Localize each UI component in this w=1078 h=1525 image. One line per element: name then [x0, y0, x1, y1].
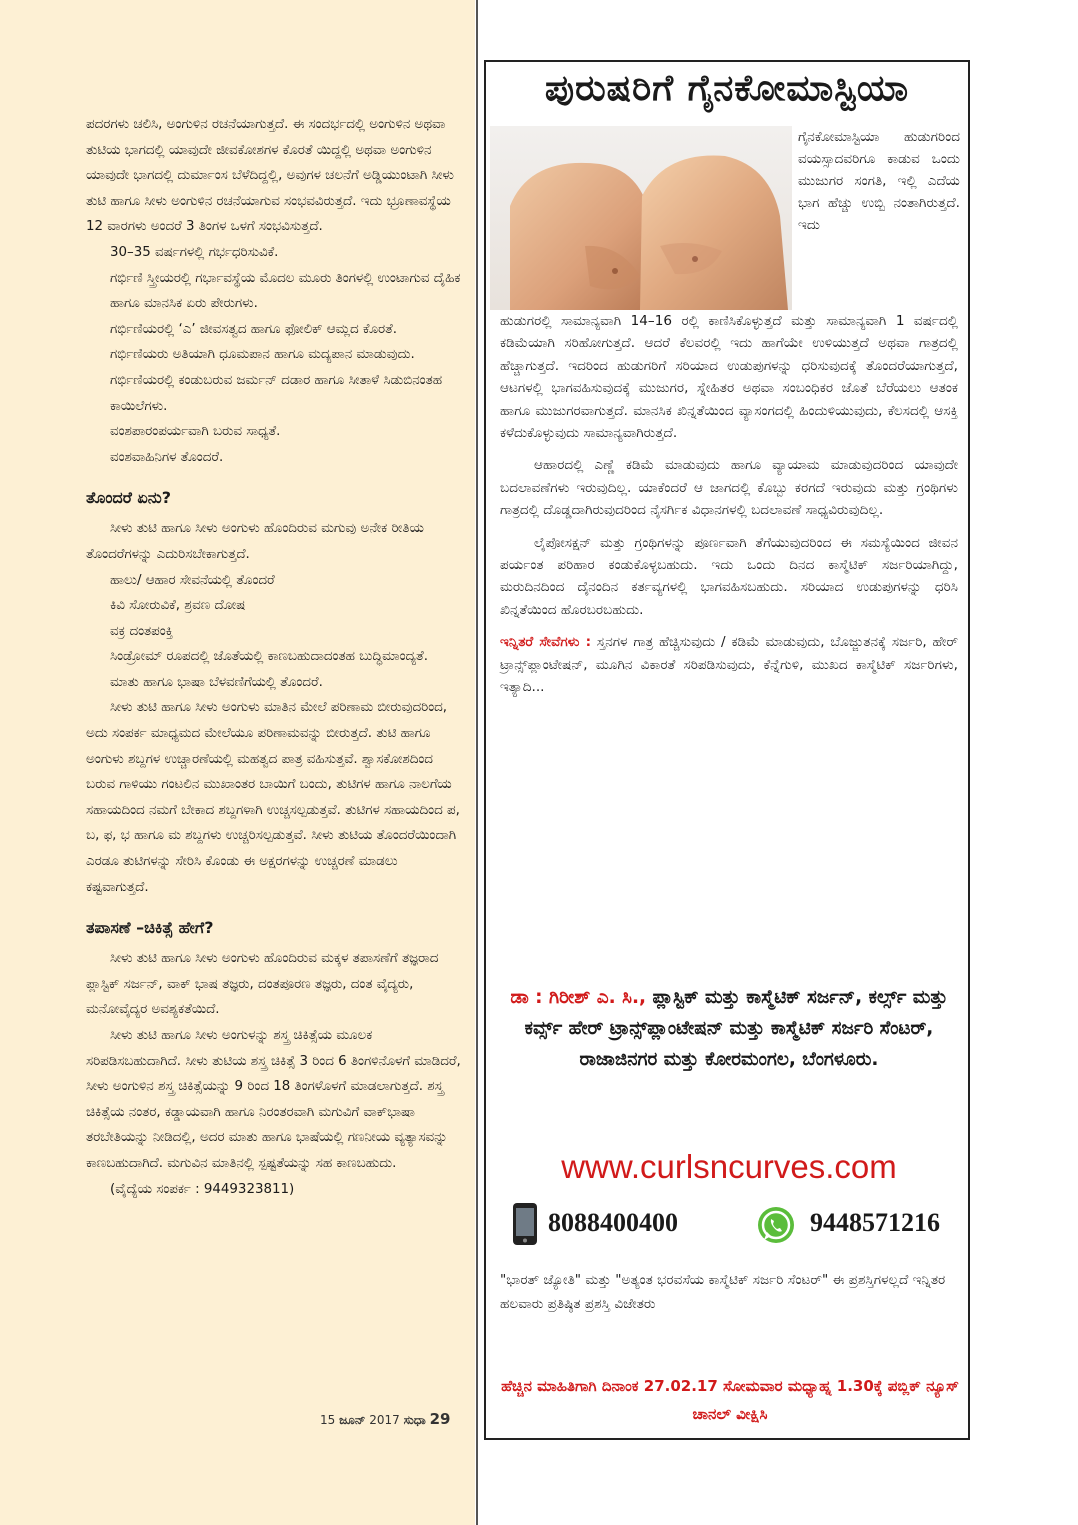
column-divider	[476, 0, 478, 1525]
article-column	[0, 0, 475, 1525]
ad-paragraph: ಆಹಾರದಲ್ಲಿ ಎಣ್ಣೆ ಕಡಿಮೆ ಮಾಡುವುದು ಹಾಗೂ ವ್ಯಾಯಾಮ ಮಾಡುವುದರಿಂದ ಯಾವುದೇ ಬದಲಾವಣೆಗಳು ಇರುವುದಿಲ್ಲ. ಯಾಕೆಂದರೆ ಆ ಜಾಗದಲ್ಲಿ ಕೊಬ್ಬು ಕರಗದೆ ಇರುವುದು ಮತ್ತು ಗ್ರಂಥಿಗಳು ಗಾತ್ರದಲ್ಲಿ ದೊಡ್ಡದಾಗಿರುವುದರಿಂದ ನೈಸರ್ಗಿಕ ವಿಧಾನಗಳಲ್ಲಿ ಬದಲಾವಣೆ ಸಾಧ್ಯವಿರುವುದಿಲ್ಲ.	[500, 457, 958, 519]
ad-title: ಪುರುಷರಿಗೆ ಗೈನಕೋಮಾಸ್ಟಿಯಾ	[544, 68, 910, 109]
cause-item: 30–35 ವರ್ಷಗಳಲ್ಲಿ ಗರ್ಭಧರಿಸುವಿಕೆ.	[110, 244, 279, 260]
article-paragraph: ಸೀಳು ತುಟಿ ಹಾಗೂ ಸೀಳು ಅಂಗುಳು ಮಾತಿನ ಮೇಲೆ ಪರಿಣಾಮ ಬೀರುವುದರಿಂದ, ಅದು ಸಂಪರ್ಕ ಮಾಧ್ಯಮದ ಮೇಲೆಯೂ ಪರಿಣಾಮವನ್ನು ಬೀರುತ್ತದೆ. ತುಟಿ ಹಾಗೂ ಅಂಗುಳು ಶಬ್ದಗಳ ಉಚ್ಚಾರಣೆಯಲ್ಲಿ ಮಹತ್ವದ ಪಾತ್ರ ವಹಿಸುತ್ತವೆ. ಶ್ವಾಸಕೋಶದಿಂದ ಬರುವ ಗಾಳಿಯು ಗಂಟಲಿನ ಮುಖಾಂತರ ಬಾಯಿಗೆ ಬಂದು, ತುಟಿಗಳ ಹಾಗೂ ನಾಲಗೆಯ ಸಹಾಯದಿಂದ ನಮಗೆ ಬೇಕಾದ ಶಬ್ದಗಳಾಗಿ ಉಚ್ಚಸಲ್ಪಡುತ್ತವೆ. ತುಟಿಗಳ ಸಹಾಯದಿಂದ ಪ, ಬ, ಫ, ಭ ಹಾಗೂ ಮ ಶಬ್ದಗಳು ಉಚ್ಚರಿಸಲ್ಪಡುತ್ತವೆ. ಸೀಳು ತುಟಿಯ ತೊಂದರೆಯಿಂದಾಗಿ ಎರಡೂ ತುಟಿಗಳನ್ನು ಸೇರಿಸಿ ಕೊಂಡು ಈ ಅಕ್ಷರಗಳನ್ನು ಉಚ್ಚರಣೆ ಮಾಡಲು ಕಷ್ಟವಾಗುತ್ತದೆ.	[86, 700, 460, 895]
problem-item: ಮಾತು ಹಾಗೂ ಭಾಷಾ ಬೆಳವಣಿಗೆಯಲ್ಲಿ ತೊಂದರೆ.	[110, 674, 323, 690]
cause-item: ವಂಶಪಾರಂಪರ್ಯವಾಗಿ ಬರುವ ಸಾಧ್ಯತೆ.	[110, 424, 281, 440]
cause-item: ಗರ್ಭಿಣಿಯರಲ್ಲಿ ಕಂಡುಬರುವ ಜರ್ಮನ್ ದಡಾರ ಹಾಗೂ ಸೀತಾಳೆ ಸಿಡುಬಿನಂತಹ ಕಾಯಿಲೆಗಳು.	[110, 372, 442, 414]
article-paragraph: ಸೀಳು ತುಟಿ ಹಾಗೂ ಸೀಳು ಅಂಗುಳನ್ನು ಶಸ್ತ್ರ ಚಿಕಿತ್ಸೆಯ ಮೂಲಕ ಸರಿಪಡಿಸಬಹುದಾಗಿದೆ. ಸೀಳು ತುಟಿಯ ಶಸ್ತ್ರ ಚಿಕಿತ್ಸೆ 3 ರಿಂದ 6 ತಿಂಗಳಿನೊಳಗೆ ಮಾಡಿದರೆ, ಸೀಳು ಅಂಗುಳಿನ ಶಸ್ತ್ರ ಚಿಕಿತ್ಸೆಯನ್ನು 9 ರಿಂದ 18 ತಿಂಗಳೊಳಗೆ ಮಾಡಲಾಗುತ್ತದೆ. ಶಸ್ತ್ರ ಚಿಕಿತ್ಸೆಯ ನಂತರ, ಕಡ್ಡಾಯವಾಗಿ ಹಾಗೂ ನಿರಂತರವಾಗಿ ಮಗುವಿಗೆ ವಾಕ್‌ಭಾಷಾ ತರಬೇತಿಯನ್ನು ನೀಡಿದಲ್ಲಿ, ಅದರ ಮಾತು ಹಾಗೂ ಭಾಷೆಯಲ್ಲಿ ಗಣನೀಯ ವ್ಯತ್ಯಾಸವನ್ನು ಕಾಣಬಹುದಾಗಿದೆ. ಮಗುವಿನ ಮಾತಿನಲ್ಲಿ ಸ್ಪಷ್ಟತೆಯನ್ನು ಸಹ ಕಾಣಬಹುದು.	[86, 1028, 461, 1171]
ad-body	[500, 310, 958, 709]
advertisement-box	[484, 60, 970, 1440]
ad-intro-text: ಗೈನಕೋಮಾಸ್ಟಿಯಾ ಹುಡುಗರಿಂದ ವಯಸ್ಸಾದವರಿಗೂ ಕಾಡುವ ಒಂದು ಮುಜುಗರ ಸಂಗತಿ, ಇಲ್ಲಿ ಎದೆಯ ಭಾಗ ಹೆಚ್ಚು ಉಬ್ಬಿ ನಂತಾಗಿರುತ್ತದೆ. ಇದು	[798, 129, 960, 233]
doctor-contact: (ವೈದ್ಯೆಯ ಸಂಪರ್ಕ : 9449323811)	[110, 1181, 295, 1197]
services-text: ಸ್ತನಗಳ ಗಾತ್ರ ಹೆಚ್ಚಿಸುವುದು / ಕಡಿಮೆ ಮಾಡುವುದು, ಬೊಜ್ಜುತನಕ್ಕೆ ಸರ್ಜರಿ, ಹೇರ್ ಟ್ರಾನ್ಸ್‌ಪ್ಲಾಂಟೇಷನ್, ಮೂಗಿನ ವಿಕಾರತೆ ಸರಿಪಡಿಸುವುದು, ಕೆನ್ನೆಗುಳಿ, ಮುಖದ ಕಾಸ್ಮೆಟಿಕ್ ಸರ್ಜರಿಗಳು, ಇತ್ಯಾದಿ...	[500, 634, 958, 696]
section-heading: ತಪಾಸಣೆ –ಚಿಕಿತ್ಸೆ ಹೇಗೆ?	[86, 918, 214, 938]
article-paragraph: ಸೀಳು ತುಟಿ ಹಾಗೂ ಸೀಳು ಅಂಗುಳು ಹೊಂದಿರುವ ಮಕ್ಕಳ ತಪಾಸಣೆಗೆ ತಜ್ಞರಾದ ಪ್ಲಾಸ್ಟಿಕ್ ಸರ್ಜನ್, ವಾಕ್ ಭಾಷ ತಜ್ಞರು, ದಂತಪೂರಣ ತಜ್ಞರು, ದಂತ ವೈದ್ಯರು, ಮನೋವೈದ್ಯರ ಅವಶ್ಯಕತೆಯಿದೆ.	[86, 951, 439, 1018]
ad-paragraph: ಲೈಪೋಸಕ್ಷನ್ ಮತ್ತು ಗ್ರಂಥಿಗಳನ್ನು ಪೂರ್ಣವಾಗಿ ತೆಗೆಯುವುದರಿಂದ ಈ ಸಮಸ್ಯೆಯಿಂದ ಜೀವನ ಪರ್ಯಂತ ಪರಿಹಾರ ಕಂಡುಕೊಳ್ಳಬಹುದು. ಇದು ಒಂದು ದಿನದ ಕಾಸ್ಮೆಟಿಕ್ ಸರ್ಜರಿಯಾಗಿದ್ದು, ಮರುದಿನದಿಂದ ದೈನಂದಿನ ಕರ್ತವ್ಯಗಳಲ್ಲಿ ಭಾಗವಹಿಸಬಹುದು. ಸರಿಯಾದ ಉಡುಪುಗಳನ್ನು ಧರಿಸಿ ಖಿನ್ನತೆಯಿಂದ ಹೊರಬರಬಹುದು.	[500, 534, 958, 618]
article-paragraph: ಸೀಳು ತುಟಿ ಹಾಗೂ ಸೀಳು ಅಂಗುಳು ಹೊಂದಿರುವ ಮಗುವು ಅನೇಕ ರೀತಿಯ ತೊಂದರೆಗಳನ್ನು ಎದುರಿಸಬೇಕಾಗುತ್ತದೆ.	[86, 521, 424, 562]
before-after-photo	[490, 126, 792, 310]
section-heading: ತೊಂದರೆ ಏನು?	[86, 488, 172, 508]
page-folio	[320, 1410, 450, 1428]
folio-month: ಜೂನ್	[339, 1413, 366, 1427]
doctor-name: ಡಾ : ಗಿರೀಶ್ ಎ. ಸಿ.,	[510, 987, 647, 1008]
clinic-details: ಪ್ಲಾಸ್ಟಿಕ್ ಮತ್ತು ಕಾಸ್ಮೆಟಿಕ್ ಸರ್ಜನ್, ಕರ್ಲ್ಸ್ ಮತ್ತು ಕರ್ವ್ಸ್ ಹೇರ್ ಟ್ರಾನ್ಸ್‌ಪ್ಲಾಂಟೇಷನ್ ಮತ್ತು ಕಾಸ್ಮೆಟಿಕ್ ಸರ್ಜರಿ ಸೆಂಟರ್, ರಾಜಾಜಿನಗರ ಮತ್ತು ಕೋರಮಂಗಲ, ಬೆಂಗಳೂರು.	[524, 987, 948, 1070]
cause-item: ವಂಶವಾಹಿನಿಗಳ ತೊಂದರೆ.	[110, 449, 224, 465]
folio-day: 15	[320, 1413, 336, 1427]
services-label: ಇನ್ನಿತರೆ ಸೇವೆಗಳು :	[500, 634, 592, 651]
page-number: 29	[429, 1410, 451, 1428]
mobile-phone-icon	[510, 1202, 540, 1250]
folio-magazine: ಸುಧಾ	[403, 1413, 426, 1427]
awards-text: "ಭಾರತ್ ಜ್ಯೋತಿ" ಮತ್ತು "ಅತ್ಯಂತ ಭರವಸೆಯ ಕಾಸ್ಮೆಟಿಕ್ ಸರ್ಜರಿ ಸೆಂಟರ್" ಈ ಪ್ರಶಸ್ತಿಗಳಲ್ಲದೆ ಇನ್ನಿತರ ಹಲವಾರು ಪ್ರತಿಷ್ಠಿತ ಪ್ರಶಸ್ತಿ ವಿಜೇತರು	[500, 1272, 946, 1312]
problem-item: ಕಿವಿ ಸೋರುವಿಕೆ, ಶ್ರವಣ ದೋಷ	[110, 598, 246, 614]
ad-paragraph: ಹುಡುಗರಲ್ಲಿ ಸಾಮಾನ್ಯವಾಗಿ 14–16 ರಲ್ಲಿ ಕಾಣಿಸಿಕೊಳ್ಳುತ್ತದೆ ಮತ್ತು ಸಾಮಾನ್ಯವಾಗಿ 1 ವರ್ಷದಲ್ಲಿ ಕಡಿಮೆಯಾಗಿ ಸರಿಹೋಗುತ್ತದೆ. ಆದರೆ ಕೆಲವರಲ್ಲಿ ಇದು ಹಾಗೆಯೇ ಉಳಿಯುತ್ತದೆ ಅಥವಾ ಗಾತ್ರದಲ್ಲಿ ಹೆಚ್ಚಾಗುತ್ತದೆ. ಇದರಿಂದ ಹುಡುಗರಿಗೆ ಸರಿಯಾದ ಉಡುಪುಗಳನ್ನು ಧರಿಸುವುದಕ್ಕೆ ತೊಂದರೆಯಾಗುತ್ತದೆ, ಆಟಗಳಲ್ಲಿ ಭಾಗವಹಿಸುವುದಕ್ಕೆ ಮುಜುಗರ, ಸ್ನೇಹಿತರ ಅಥವಾ ಸಂಬಂಧಿಕರ ಜೊತೆ ಬೆರೆಯಲು ಆತಂಕ ಹಾಗೂ ಮುಜುಗರವಾಗುತ್ತದೆ. ಮಾನಸಿಕ ಖಿನ್ನತೆಯಿಂದ ವ್ಯಾಸಂಗದಲ್ಲಿ ಹಿಂದುಳಿಯುವುದು, ಕೆಲಸದಲ್ಲಿ ಆಸಕ್ತಿ ಕಳೆದುಕೊಳ್ಳುವುದು ಸಾಮಾನ್ಯವಾಗಿರುತ್ತದೆ.	[500, 313, 958, 442]
cause-item: ಗರ್ಭಿಣಿಯರು ಅತಿಯಾಗಿ ಧೂಮಪಾನ ಹಾಗೂ ಮದ್ಯಪಾನ ಮಾಡುವುದು.	[110, 347, 415, 363]
article-text	[86, 112, 464, 1202]
problem-item: ಹಾಲು/ ಆಹಾರ ಸೇವನೆಯಲ್ಲಿ ತೊಂದರೆ	[110, 572, 275, 588]
problem-item: ವಕ್ರ ದಂತಪಂಕ್ತಿ	[110, 623, 174, 639]
problem-item: ಸಿಂಡ್ರೋಮ್ ರೂಪದಲ್ಲಿ ಜೊತೆಯಲ್ಲಿ ಕಾಣಬಹುದಾದಂತಹ ಬುದ್ಧಿಮಾಂದ್ಯತೆ.	[110, 649, 428, 665]
whatsapp-number[interactable]: 9448571216	[810, 1208, 940, 1237]
folio-year: 2017	[369, 1413, 400, 1427]
phone-number[interactable]: 8088400400	[548, 1208, 678, 1237]
article-paragraph: ಪದರಗಳು ಚಲಿಸಿ, ಅಂಗುಳಿನ ರಚನೆಯಾಗುತ್ತದೆ. ಈ ಸಂದರ್ಭದಲ್ಲಿ ಅಂಗುಳಿನ ಅಥವಾ ತುಟಿಯ ಭಾಗದಲ್ಲಿ ಯಾವುದೇ ಜೀವಕೋಶಗಳ ಕೊರತೆ ಯಿದ್ದಲ್ಲಿ ಅಥವಾ ಅಂಗುಳಿನ ಯಾವುದೇ ಭಾಗದಲ್ಲಿ ದುರ್ಮಾಂಸ ಬೆಳೆದಿದ್ದಲ್ಲಿ, ಅವುಗಳ ಚಲನೆಗೆ ಅಡ್ಡಿಯುಂಟಾಗಿ ಸೀಳು ತುಟಿ ಹಾಗೂ ಸೀಳು ಅಂಗುಳಿನ ರಚನೆಯಾಗುವ ಸಂಭವವಿರುತ್ತದೆ. ಇದು ಭ್ರೂಣಾವಸ್ಥೆಯ 12 ವಾರಗಳು ಅಂದರೆ 3 ತಿಂಗಳ ಒಳಗೆ ಸಂಭವಿಸುತ್ತದೆ.	[86, 117, 454, 235]
website-link[interactable]: www.curlsncurves.com	[561, 1148, 897, 1185]
cause-item: ಗರ್ಭಿಣಿಯರಲ್ಲಿ ‘ಎ’ ಜೀವಸತ್ವದ ಹಾಗೂ ಫೋಲಿಕ್ ಆಮ್ಲದ ಕೊರತೆ.	[110, 321, 397, 337]
doctor-details	[496, 982, 962, 1075]
phone-numbers	[500, 1202, 960, 1252]
services-list	[500, 631, 958, 698]
tv-announcement: ಹೆಚ್ಚಿನ ಮಾಹಿತಿಗಾಗಿ ದಿನಾಂಕ 27.02.17 ಸೋಮವಾರ ಮಧ್ಯಾಹ್ನ 1.30ಕ್ಕೆ ಪಬ್ಲಿಕ್ ನ್ಯೂಸ್ ಚಾನಲ್ ವೀಕ್ಷಿಸಿ	[501, 1377, 959, 1423]
whatsapp-icon	[755, 1204, 797, 1250]
cause-item: ಗರ್ಭಿಣಿ ಸ್ತ್ರೀಯರಲ್ಲಿ ಗರ್ಭಾವಸ್ಥೆಯ ಮೊದಲ ಮೂರು ತಿಂಗಳಲ್ಲಿ ಉಂಟಾಗುವ ದೈಹಿಕ ಹಾಗೂ ಮಾನಸಿಕ ಏರು ಪೇರುಗಳು.	[110, 270, 461, 312]
